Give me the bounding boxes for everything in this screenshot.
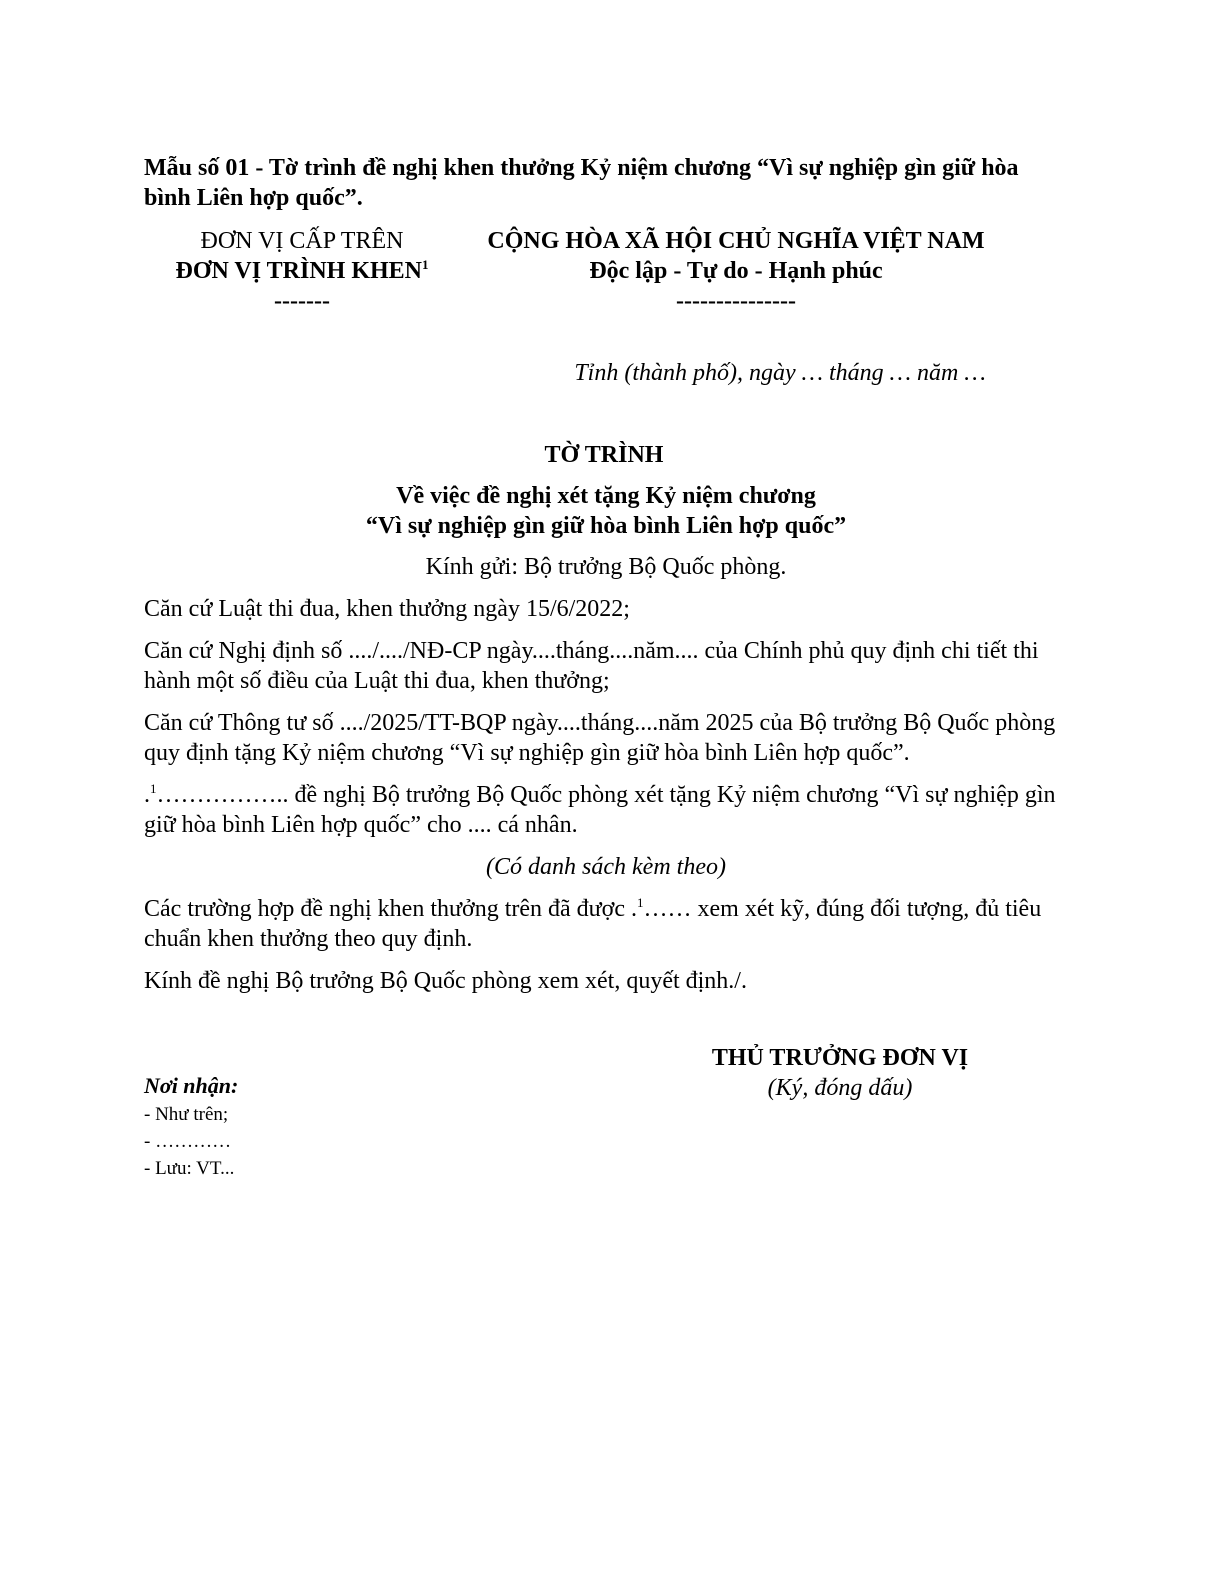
signature-block (640, 1043, 1040, 1103)
body-paragraph-review: Các trường hợp đề nghị khen thưởng trên đã được .$^1$…… xem xét kỹ, đúng đối tượng, đủ tiêu chuẩn khen thưởng theo quy định. (144, 895, 1042, 952)
header-right-separator: --------------- (676, 288, 796, 314)
place-date-line: Tỉnh (thành phố), ngày … tháng … năm … (574, 360, 986, 386)
submitting-unit-label: ĐƠN VỊ TRÌNH KHEN$^1$ (175, 257, 429, 284)
list-item: - ………… (144, 1131, 232, 1152)
issuing-unit-header (144, 226, 460, 316)
addressee: Kính gửi: Bộ trưởng Bộ Quốc phòng. (425, 554, 787, 580)
list-item: - Lưu: VT... (144, 1158, 235, 1179)
national-motto: Độc lập - Tự do - Hạnh phúc (589, 258, 883, 284)
signer-title: THỦ TRƯỞNG ĐƠN VỊ (711, 1045, 969, 1071)
recipients-heading: Nơi nhận: (144, 1073, 239, 1098)
body-paragraph-proposal: .$^1$…………….. đề nghị Bộ trưởng Bộ Quốc phòng xét tặng Kỷ niệm chương “Vì sự nghiệp gìn giữ hòa bình Liên hợp quốc” cho .... cá nhân. (144, 781, 1056, 838)
country-name: CỘNG HÒA XÃ HỘI CHỦ NGHĨA VIỆT NAM (487, 228, 985, 254)
document-subject (144, 481, 1068, 541)
list-item: - Như trên; (144, 1104, 229, 1125)
body-paragraph-decree: Căn cứ Nghị định số ..../..../NĐ-CP ngày....tháng....năm.... của Chính phủ quy định chi tiết thi hành một số điều của Luật thi đua, khen thưởng; (144, 638, 1039, 694)
subject-line-2: “Vì sự nghiệp gìn giữ hòa bình Liên hợp quốc” (365, 513, 847, 539)
body-paragraph-circular: Căn cứ Thông tư số ..../2025/TT-BQP ngày....tháng....năm 2025 của Bộ trưởng Bộ Quốc phòng quy định tặng Kỷ niệm chương “Vì sự nghiệp gìn giữ hòa bình Liên hợp quốc”. (144, 710, 1056, 766)
document-body (144, 594, 1068, 1008)
footnote-marker: 1 (637, 895, 644, 910)
header-left-separator: ------- (274, 288, 330, 314)
attachment-note: (Có danh sách kèm theo) (486, 854, 726, 880)
footnote-marker: 1 (150, 781, 157, 796)
superior-unit-label: ĐƠN VỊ CẤP TRÊN (200, 228, 404, 254)
body-paragraph-request: Kính đề nghị Bộ trưởng Bộ Quốc phòng xem xét, quyết định./. (144, 968, 747, 994)
body-paragraph-law: Căn cứ Luật thi đua, khen thưởng ngày 15/6/2022; (144, 596, 630, 622)
form-title: Mẫu số 01 - Tờ trình đề nghị khen thưởng Kỷ niệm chương “Vì sự nghiệp gìn giữ hòa bình Liên hợp quốc”. (144, 155, 1019, 211)
footnote-marker: 1 (422, 257, 429, 272)
recipients-list (144, 1101, 544, 1182)
signer-note: (Ký, đóng dấu) (767, 1075, 913, 1101)
national-header (470, 226, 1002, 316)
recipients-block (144, 1071, 544, 1182)
document-title: TỜ TRÌNH (544, 442, 664, 468)
subject-line-1: Về việc đề nghị xét tặng Kỷ niệm chương (396, 483, 816, 509)
